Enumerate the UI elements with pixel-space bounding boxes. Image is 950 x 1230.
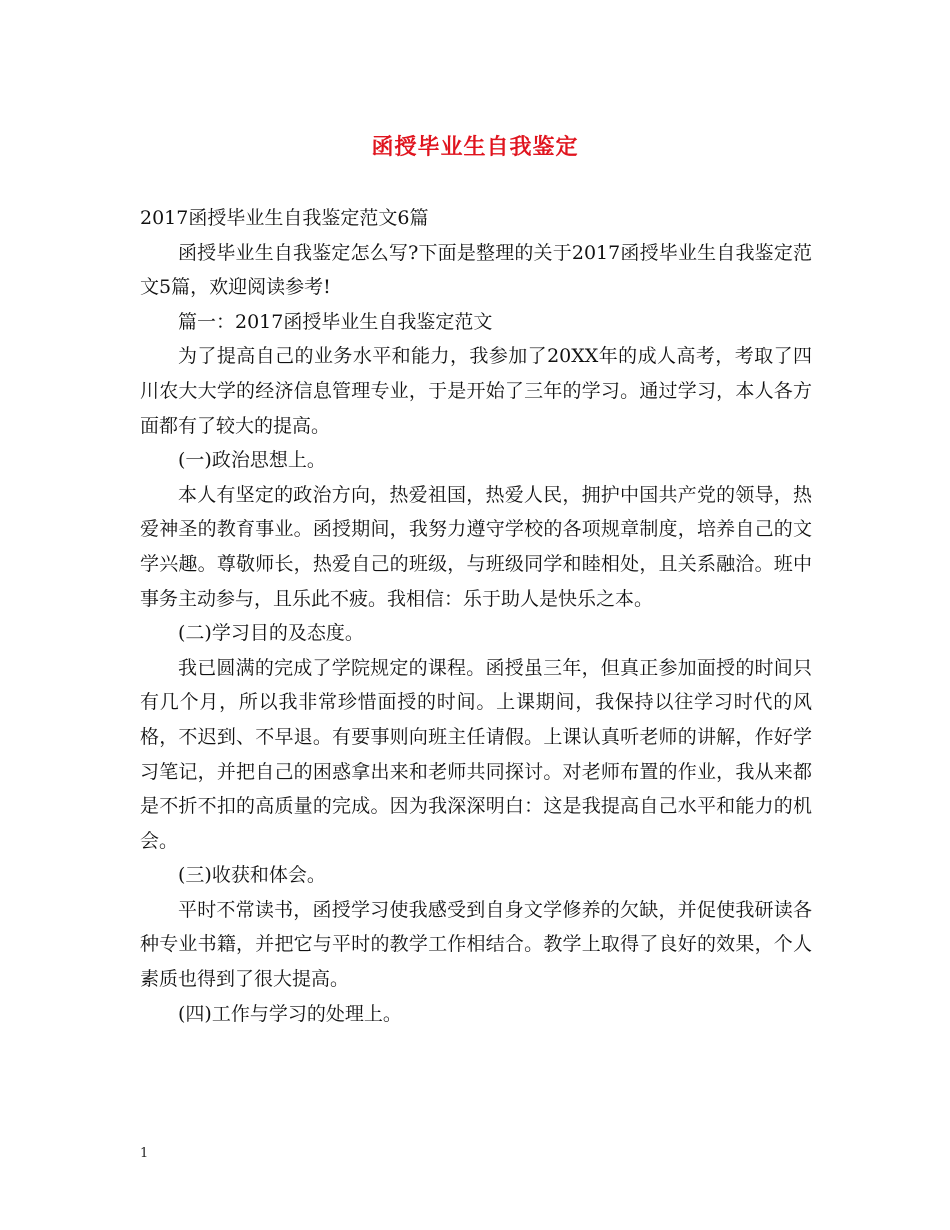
section-heading: (四)工作与学习的处理上。 (178, 1002, 402, 1025)
section-heading: (三)收获和体会。 (178, 864, 326, 887)
document-title: 函授毕业生自我鉴定 (371, 135, 579, 160)
paragraph: 我已圆满的完成了学院规定的课程。函授虽三年，但真正参加面授的时间只有几个月，所以我非常珍惜面授的时间。上课期间，我保持以往学习时代的风格，不迟到、不早退。有要事则向班主任请假。上课认真听老师的讲解，作好学习笔记，并把自己的困惑拿出来和老师共同探讨。对老师布置的作业，我从来都是不折不扣的高质量的完成。因为我深深明白：这是我提高自己水平和能力的机会。 (140, 656, 812, 852)
section-heading: 篇一：2017函授毕业生自我鉴定范文 (178, 310, 493, 333)
paragraph: 本人有坚定的政治方向，热爱祖国，热爱人民，拥护中国共产党的领导，热爱神圣的教育事业。函授期间，我努力遵守学校的各项规章制度，培养自己的文学兴趣。尊敬师长，热爱自己的班级，与班级同学和睦相处，且关系融洽。班中事务主动参与，且乐此不疲。我相信：乐于助人是快乐之本。 (140, 483, 812, 610)
section-heading: (二)学习目的及态度。 (178, 622, 364, 645)
document-body (140, 201, 812, 1031)
paragraph: 平时不常读书，函授学习使我感受到自身文学修养的欠缺，并促使我研读各种专业书籍，并把它与平时的教学工作相结合。教学上取得了良好的效果，个人素质也得到了很大提高。 (140, 898, 812, 991)
paragraph: 为了提高自己的业务水平和能力，我参加了20XX年的成人高考，考取了四川农大大学的经济信息管理专业，于是开始了三年的学习。通过学习，本人各方面都有了较大的提高。 (140, 345, 812, 437)
paragraph: 函授毕业生自我鉴定怎么写?下面是整理的关于2017函授毕业生自我鉴定范文5篇，欢迎阅读参考! (140, 241, 812, 299)
paragraph: 2017函授毕业生自我鉴定范文6篇 (140, 207, 429, 229)
section-heading: (一)政治思想上。 (178, 449, 326, 472)
page-number: 1 (140, 1146, 149, 1161)
